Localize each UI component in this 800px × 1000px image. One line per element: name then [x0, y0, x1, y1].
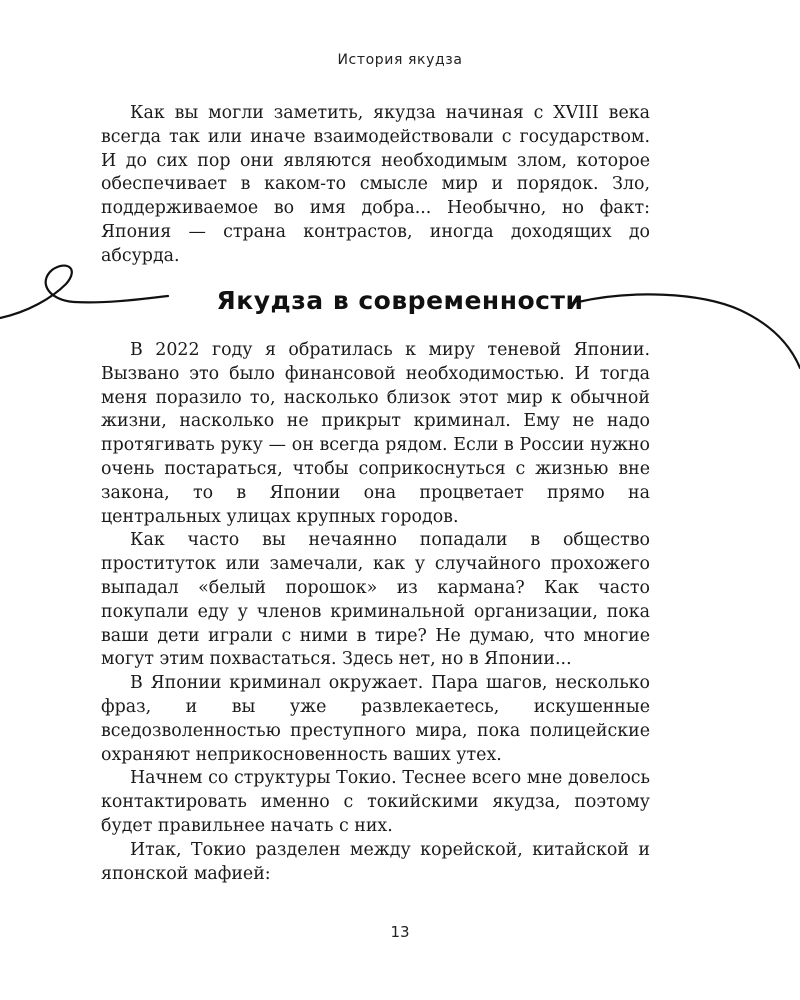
section-title: Якудза в современности: [216, 286, 584, 315]
paragraph: В Японии криминал окружает. Пара шагов, несколько фраз, и вы уже развлекаетесь, искушенные вседозволенностью преступного мира, пока полицейские охраняют неприкосновенность ваших утех.: [101, 673, 650, 765]
paragraph: Как часто вы нечаянно попадали в общество проституток или замечали, как у случайного прохожего выпадал «белый порошок» из кармана? Как часто покупали еду у членов криминальной организации, пока ваши дети играли с ними в тире? Не думаю, что многие могут этим похвастаться. Здесь нет, но в Японии...: [101, 530, 650, 670]
paragraph: Начнем со структуры Токио. Теснее всего мне довелось контактировать именно с токийскими якудза, поэтому будет правильнее начать с них.: [101, 768, 650, 836]
paragraph: В 2022 году я обратилась к миру теневой Японии. Вызвано это было финансовой необходимостью. И тогда меня поразило то, насколько близок этот мир к обычной жизни, насколько не прикрыт криминал. Ему не надо протягивать руку — он всегда рядом. Если в России нужно очень постараться, чтобы соприкоснуться с жизнью вне закона, то в Японии она процветает прямо на центральных улицах крупных городов.: [101, 340, 650, 527]
page-number: 13: [390, 923, 410, 941]
paragraph: Как вы могли заметить, якудза начиная с XVIII века всегда так или иначе взаимодействовали с государством. И до сих пор они являются необходимым злом, которое обеспечивает в каком-то смысле мир и порядок. Зло, поддерживаемое во имя добра... Необычно, но факт: Япония — страна контрастов, иногда доходящих до абсурда.: [101, 103, 650, 266]
running-head: История якудза: [337, 52, 463, 68]
paragraph: Итак, Токио разделен между корейской, китайской и японской мафией:: [101, 839, 650, 884]
section-body: [101, 339, 650, 886]
intro-text: [101, 102, 650, 269]
